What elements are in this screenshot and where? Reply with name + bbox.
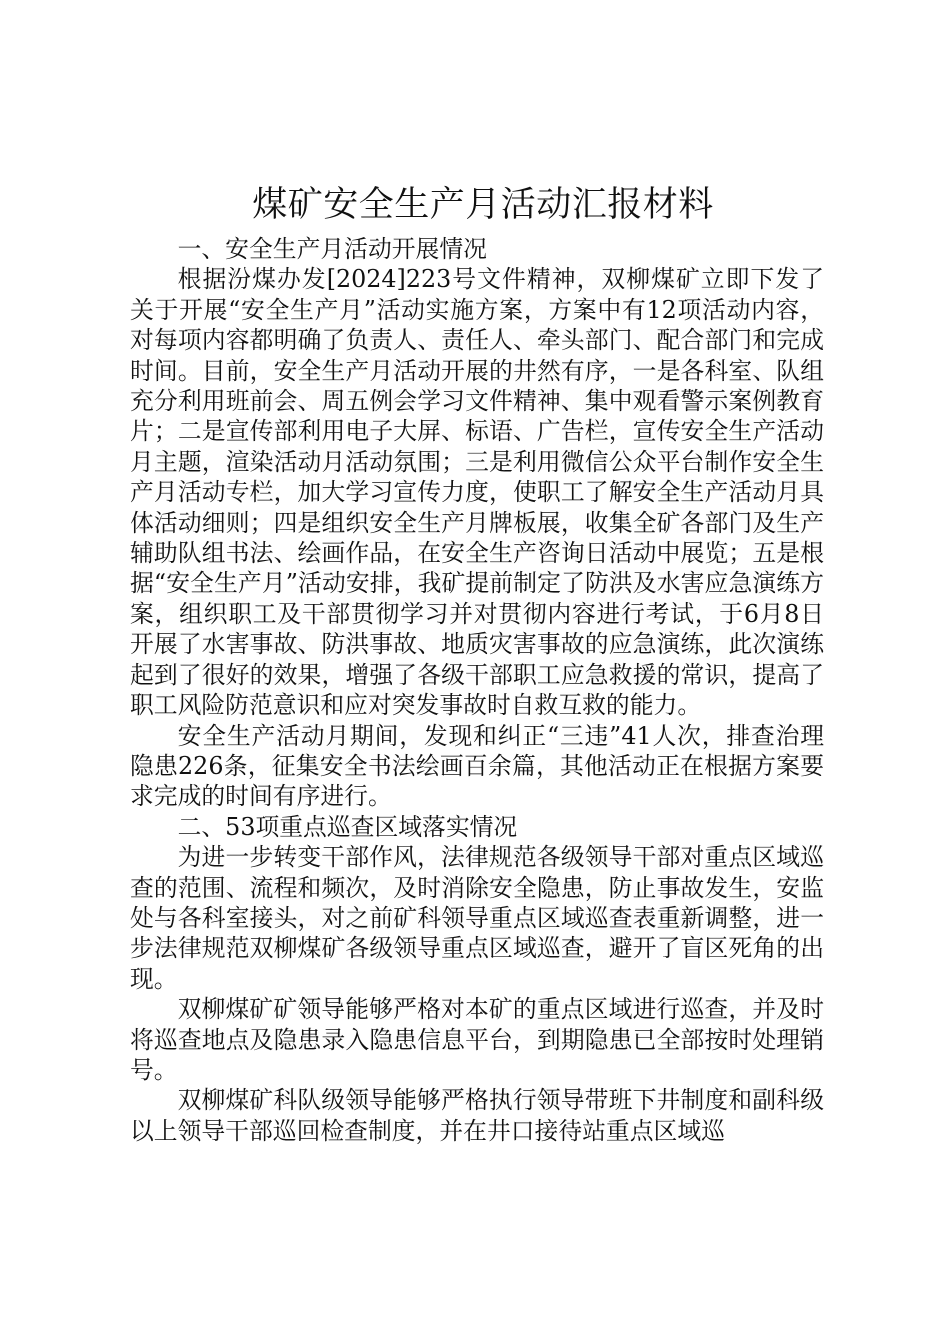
section-1 (130, 234, 824, 812)
section-2-heading: 二、53项重点巡查区域落实情况 (177, 812, 518, 841)
section-2-paragraph-1: 为进一步转变干部作风，法律规范各级领导干部对重点区域巡查的范围、流程和频次，及时消除安全隐患，防止事故发生，安监处与各科室接头，对之前矿科领导重点区域巡查表重新调整，进一步法律规范双柳煤矿各级领导重点区域巡查，避开了盲区死角的出现。 (130, 843, 824, 993)
document-title: 煤矿安全生产月活动汇报材料 (252, 185, 714, 225)
section-2-paragraph-3: 双柳煤矿科队级领导能够严格执行领导带班下井制度和副科级以上领导干部巡回检查制度，并在井口接待站重点区域巡 (130, 1086, 824, 1145)
section-2-paragraph-2: 双柳煤矿矿领导能够严格对本矿的重点区域进行巡查，并及时将巡查地点及隐患录入隐患信息平台，到期隐患已全部按时处理销号。 (130, 995, 824, 1084)
section-1-paragraph-1: 根据汾煤办发[2024]223号文件精神，双柳煤矿立即下发了关于开展“安全生产月”活动实施方案，方案中有12项活动内容，对每项内容都明确了负责人、责任人、牵头部门、配合部门和完成时间。目前，安全生产月活动开展的井然有序，一是各科室、队组充分利用班前会、周五例会学习文件精神、集中观看警示案例教育片；二是宣传部利用电子大屏、标语、广告栏，宣传安全生产活动月主题，渲染活动月活动氛围；三是利用微信公众平台制作安全生产月活动专栏，加大学习宣传力度，使职工了解安全生产活动月具体活动细则；四是组织安全生产月牌板展，收集全矿各部门及生产辅助队组书法、绘画作品，在安全生产咨询日活动中展览；五是根据“安全生产月”活动安排，我矿提前制定了防洪及水害应急演练方案，组织职工及干部贯彻学习并对贯彻内容进行考试，于6月8日开展了水害事故、防洪事故、地质灾害事故的应急演练，此次演练起到了很好的效果，增强了各级干部职工应急救援的常识，提高了职工风险防范意识和应对突发事故时自救互救的能力。 (130, 265, 824, 720)
section-1-heading: 一、安全生产月活动开展情况 (177, 235, 487, 263)
section-2 (130, 812, 824, 1146)
section-1-paragraph-2: 安全生产活动月期间，发现和纠正“三违”41人次，排查治理隐患226条，征集安全书法绘画百余篇，其他活动正在根据方案要求完成的时间有序进行。 (130, 721, 824, 811)
document-body (130, 176, 824, 1146)
